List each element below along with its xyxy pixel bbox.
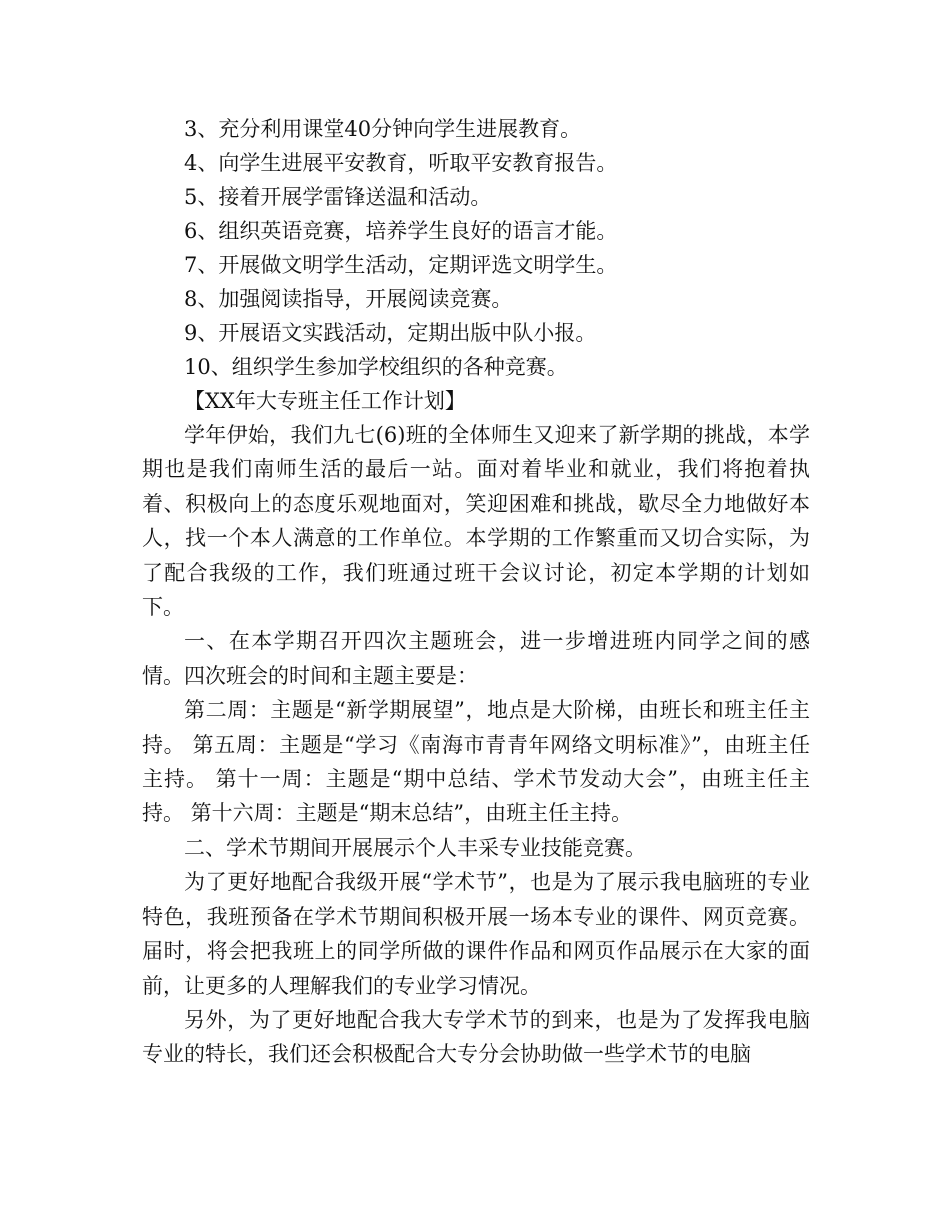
additional-paragraph: 另外，为了更好地配合我大专学术节的到来，也是为了发挥我电脑专业的特长，我们还会积极配合大专分会协助做一些学术节的电脑 [142, 1007, 810, 1067]
list-item: 9、开展语文实践活动，定期出版中队小报。 [184, 321, 597, 345]
list-item: 3、充分利用课堂40分钟向学生进展教育。 [184, 117, 582, 141]
list-item: 6、组织英语竞赛，培养学生良好的语言才能。 [184, 219, 618, 243]
list-item: 4、向学生进展平安教育，听取平安教育报告。 [184, 151, 618, 175]
item-two-paragraph: 二、学术节期间开展展示个人丰采专业技能竞赛。 [184, 835, 646, 860]
schedule-paragraph: 第二周：主题是“新学期展望”，地点是大阶梯，由班长和班主任主持。 第五周：主题是“学习《南海市青青年网络文明标准》”，由班主任主持。 第十一周：主题是“期中总结、学术节发动大会”，由班主任主持。 第十六周：主题是“期末总结”，由班主任主持。 [142, 698, 810, 826]
intro-paragraph: 学年伊始，我们九七(6)班的全体师生又迎来了新学期的挑战，本学期也是我们南师生活的最后一站。面对着毕业和就业，我们将抱着执着、积极向上的态度乐观地面对，笑迎困难和挑战，歇尽全力地做好本人，找一个本人满意的工作单位。本学期的工作繁重而又切合实际，为了配合我级的工作，我们班通过班干会议讨论，初定本学期的计划如下。 [142, 423, 810, 620]
list-item: 10、组织学生参加学校组织的各种竞赛。 [184, 355, 568, 379]
section-title: 【XX年大专班主任工作计划】 [184, 389, 466, 413]
list-item: 5、接着开展学雷锋送温和活动。 [184, 185, 492, 209]
list-item: 8、加强阅读指导，开展阅读竞赛。 [184, 287, 513, 311]
document-page [142, 112, 810, 1072]
contest-paragraph: 为了更好地配合我级开展“学术节”，也是为了展示我电脑班的专业特色，我班预备在学术节期间积极开展一场本专业的课件、网页竞赛。届时，将会把我班上的同学所做的课件作品和网页作品展示在大家的面前，让更多的人理解我们的专业学习情况。 [142, 870, 810, 998]
item-one-paragraph: 一、在本学期召开四次主题班会，进一步增进班内同学之间的感情。四次班会的时间和主题主要是： [142, 629, 810, 688]
list-item: 7、开展做文明学生活动，定期评选文明学生。 [184, 253, 618, 277]
